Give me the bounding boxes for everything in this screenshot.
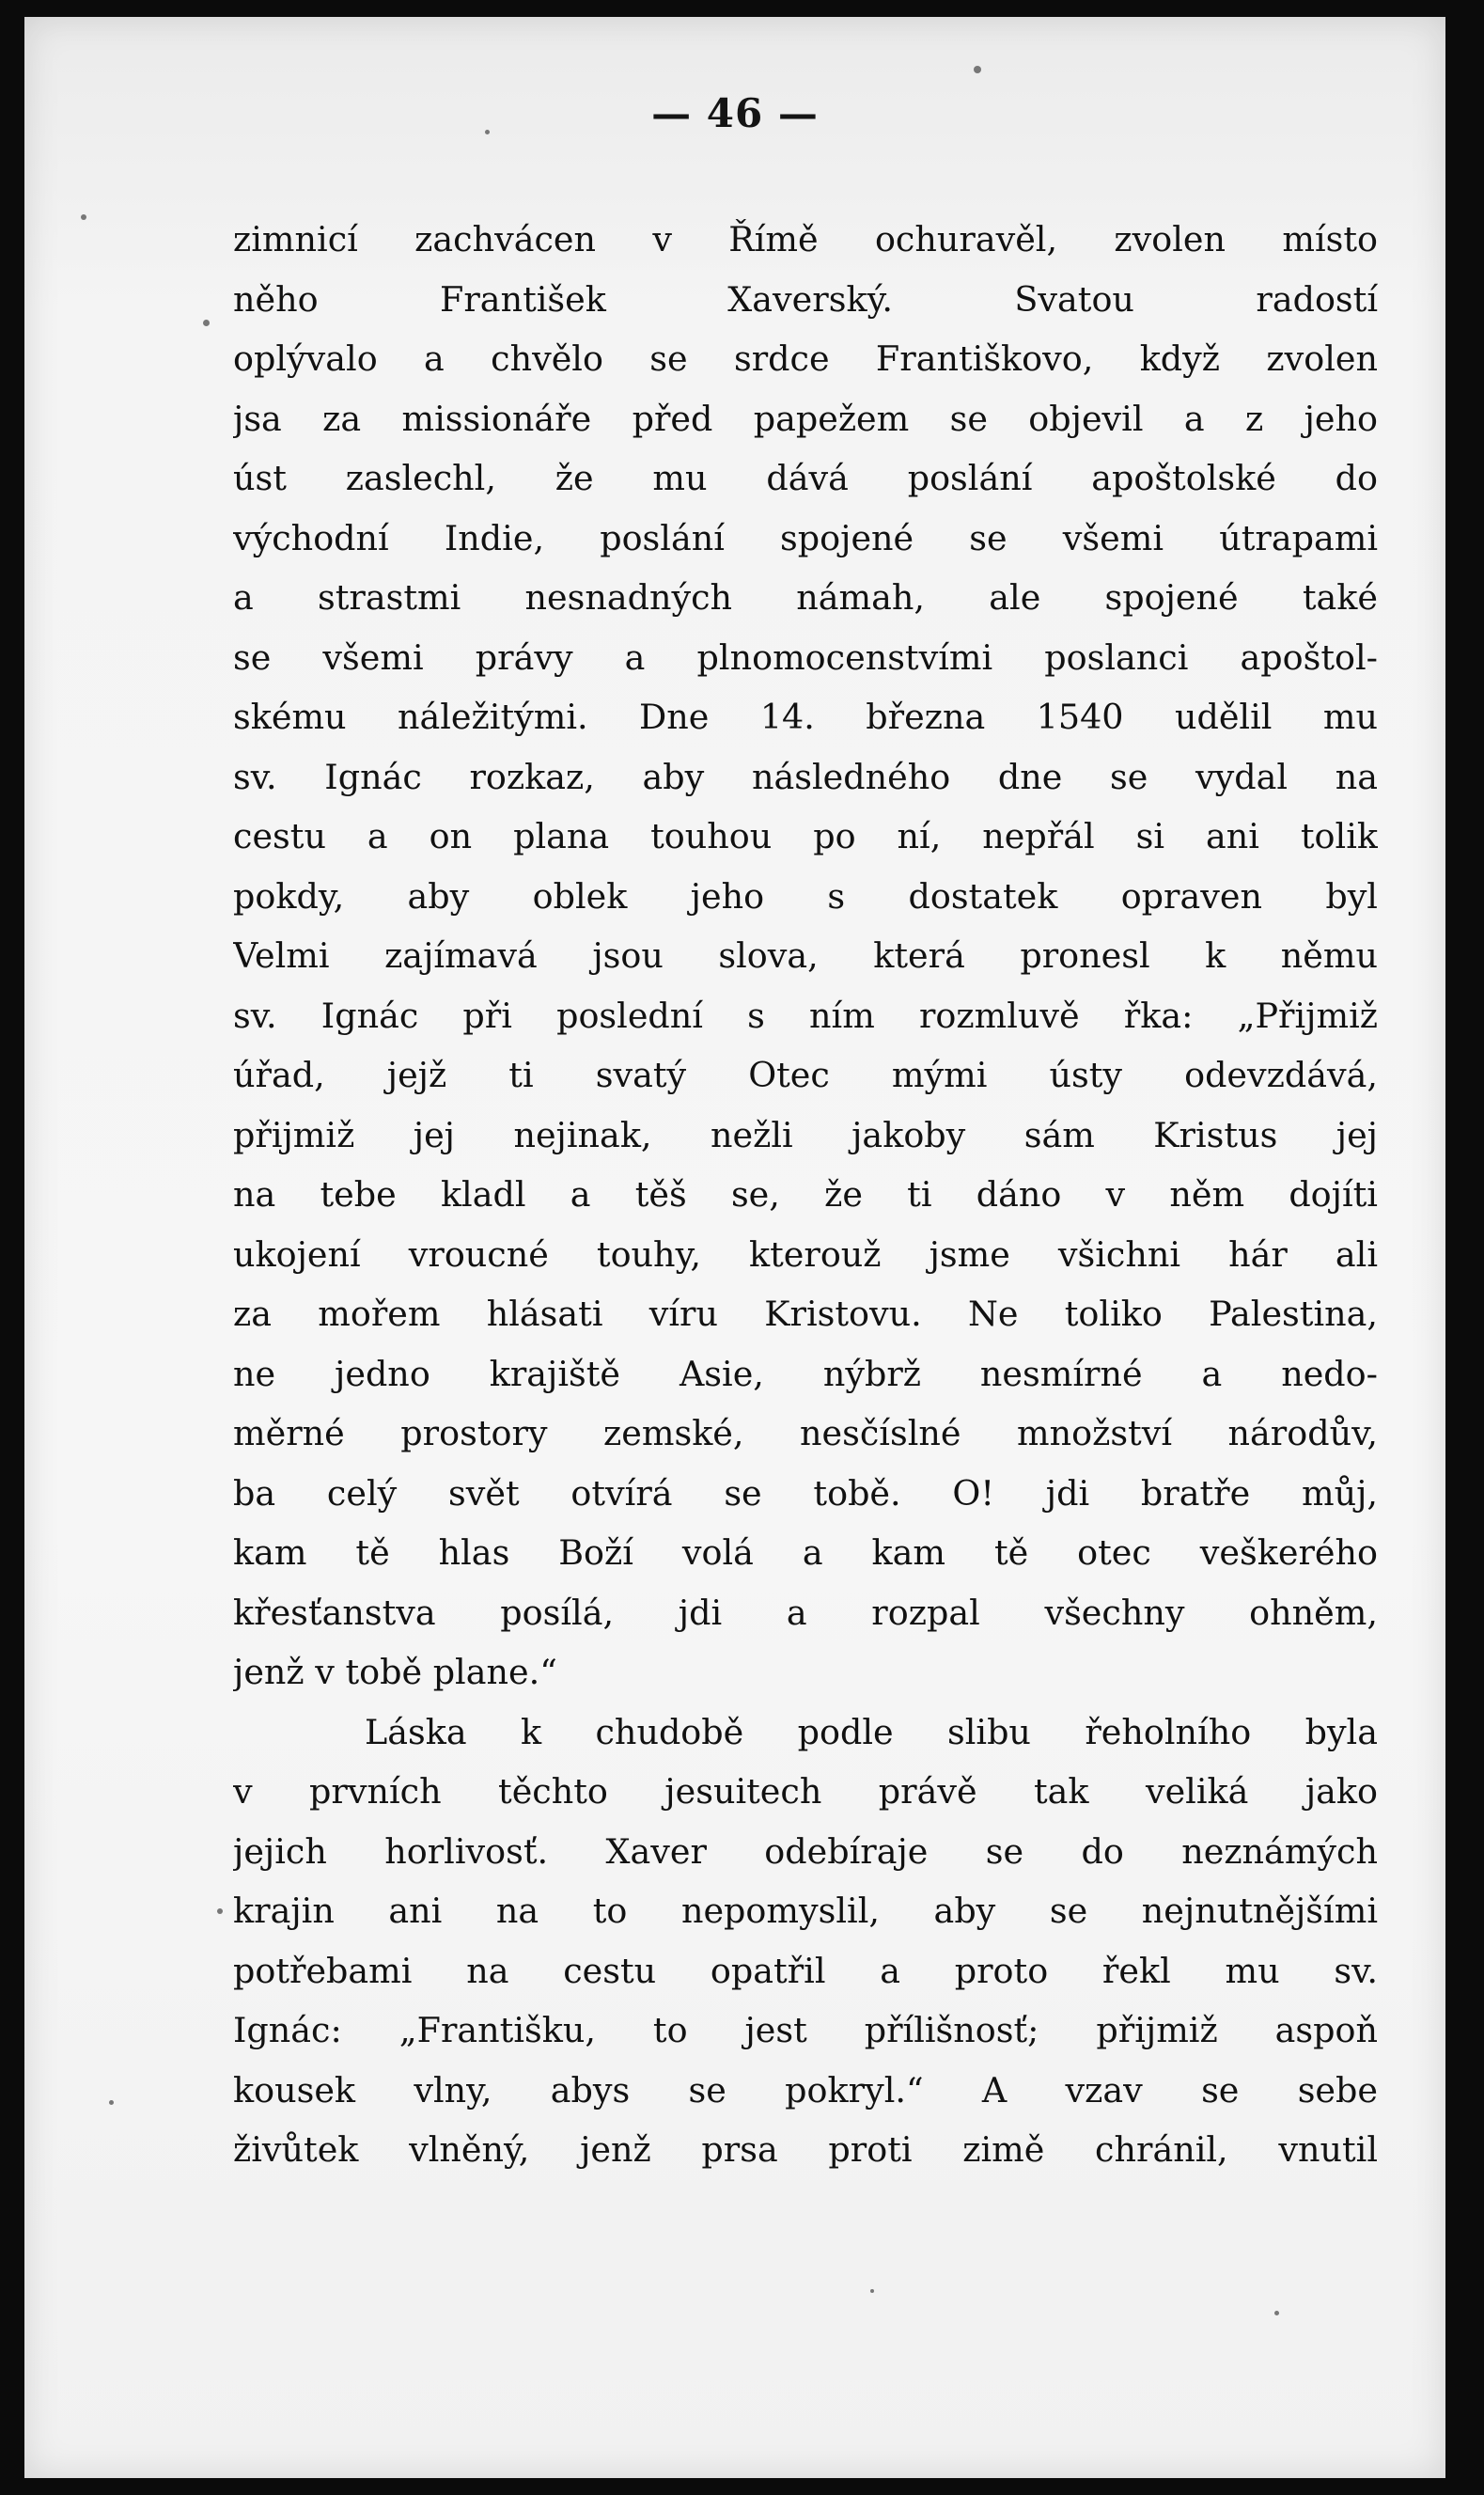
text-line: se všemi právy a plnomocenstvími poslanci apoštol- [233, 636, 1378, 678]
text-line: měrné prostory zemské, nesčíslné množství národův, [233, 1413, 1378, 1453]
text-line: sv. Ignác při poslední s ním rozmluvě řka: „Přijmiž [233, 995, 1378, 1036]
text-line: a strastmi nesnadných námah, ale spojené také [233, 577, 1378, 618]
book-page [24, 17, 1445, 2478]
text-line: zimnicí zachvácen v Římě ochuravěl, zvolen místo [233, 219, 1378, 259]
text-line: skému náležitými. Dne 14. března 1540 udělil mu [233, 697, 1378, 737]
paragraph-start-line: Láska k chudobě podle slibu řeholního byla [365, 1711, 1378, 1752]
text-line: pokdy, aby oblek jeho s dostatek opraven byl [233, 875, 1378, 917]
paper-speck [485, 130, 490, 134]
page-number: — 46 — [651, 90, 819, 136]
text-line: za mořem hlásati víru Kristovu. Ne toliko Palestina, [233, 1294, 1378, 1334]
text-line: přijmiž jej nejinak, nežli jakoby sám Kristus jej [233, 1114, 1378, 1155]
text-line: úřad, jejž ti svatý Otec mými ústy odevzdává, [233, 1055, 1378, 1095]
text-line: křesťanstva posílá, jdi a rozpal všechny ohněm, [233, 1592, 1378, 1633]
paper-speck [109, 2100, 114, 2105]
paragraph-end-line: jenž v tobě plane.“ [233, 1652, 557, 1692]
paper-speck [203, 320, 210, 326]
text-line: úst zaslechl, že mu dává poslání apoštolské do [233, 458, 1378, 498]
text-line: oplývalo a chvělo se srdce Františkovo, když zvolen [233, 338, 1378, 379]
paper-speck [1274, 2311, 1279, 2315]
text-line: východní Indie, poslání spojené se všemi útrapami [233, 517, 1378, 558]
text-line: cestu a on plana touhou po ní, nepřál si ani tolik [233, 816, 1378, 856]
text-line: ne jedno krajiště Asie, nýbrž nesmírné a nedo- [233, 1353, 1378, 1394]
text-line: ba celý svět otvírá se tobě. O! jdi bratře můj, [233, 1472, 1378, 1514]
text-line: potřebami na cestu opatřil a proto řekl mu sv. [233, 1950, 1378, 1991]
text-line: kousek vlny, abys se pokryl.“ A vzav se sebe [233, 2069, 1378, 2111]
text-line: v prvních těchto jesuitech právě tak veliká jako [233, 1771, 1378, 1812]
paper-speck [870, 2289, 874, 2293]
text-line: kam tě hlas Boží volá a kam tě otec veškerého [233, 1532, 1378, 1573]
text-line: jsa za missionáře před papežem se objevil a z jeho [233, 398, 1378, 439]
text-line: Ignác: „Františku, to jest přílišnosť; přijmiž aspoň [233, 2010, 1378, 2050]
text-line: Velmi zajímavá jsou slova, která pronesl k němu [233, 935, 1378, 976]
text-line: sv. Ignác rozkaz, aby následného dne se vydal na [233, 756, 1378, 797]
body-text [233, 210, 1378, 2180]
text-line: na tebe kladl a těš se, že ti dáno v něm dojíti [233, 1174, 1378, 1215]
text-line: jejich horlivosť. Xaver odebíraje se do neznámých [233, 1830, 1378, 1872]
text-line: živůtek vlněný, jenž prsa proti zimě chránil, vnutil [233, 2129, 1378, 2170]
paper-speck [217, 1908, 223, 1914]
text-line: krajin ani na to nepomyslil, aby se nejnutnějšími [233, 1891, 1378, 1931]
text-line: něho František Xaverský. Svatou radostí [233, 278, 1378, 320]
text-line: ukojení vroucné touhy, kterouž jsme všichni hár ali [233, 1233, 1378, 1275]
paper-speck [974, 66, 981, 73]
paper-speck [81, 214, 86, 220]
